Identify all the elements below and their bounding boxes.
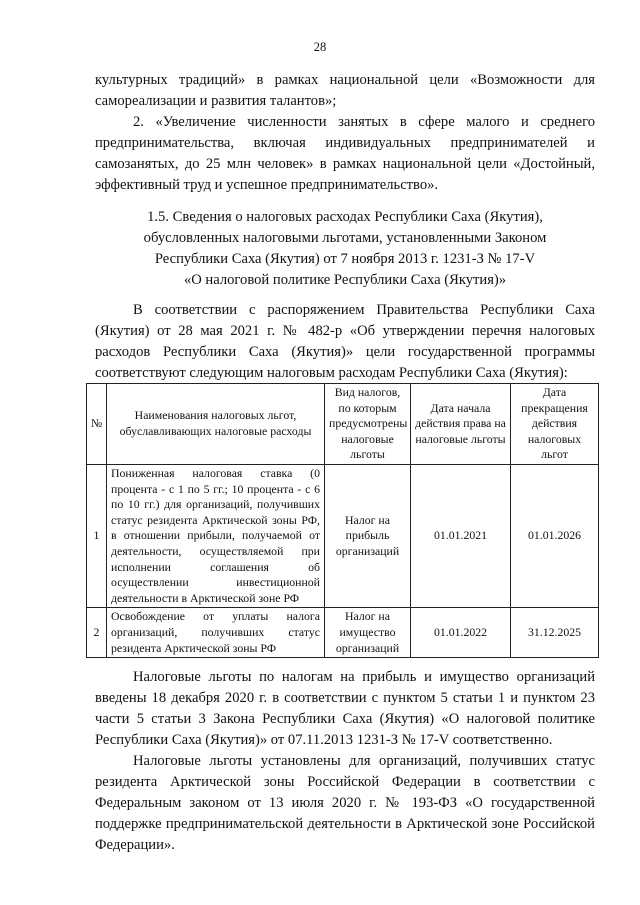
heading-line: 1.5. Сведения о налоговых расходах Республики Саха (Якутия), [147,209,543,225]
tax-expenditure-table [86,383,599,658]
row-tax-type: Налог на имущество организаций [325,608,411,658]
header-tax-type: Вид налогов, по которым предусмотрены налоговые льготы [325,384,411,465]
header-name: Наименования налоговых льгот, обуславливающих налоговые расходы [107,384,325,465]
post-table-paragraph-1: Налоговые льготы по налогам на прибыль и имущество организаций введены 18 декабря 2020 г. в соответствии с пунктом 5 статьи 1 и пунктом 23 части 5 статьи 3 Закона Республики Саха (Якутия) «О налоговой политике Республики Саха (Якутия)» от 07.11.2013 1231-З № 17-V соответственно. [95,669,595,748]
row-num: 2 [87,608,107,658]
row-end-date: 01.01.2026 [511,464,599,607]
row-tax-type: Налог на прибыль организаций [325,464,411,607]
table-row [87,464,599,607]
section-heading [95,207,595,291]
header-start-date: Дата начала действия права на налоговые льготы [411,384,511,465]
header-num: № [87,384,107,465]
post-table-block [95,667,595,856]
row-name: Пониженная налоговая ставка (0 процента - с 1 по 5 гг.; 10 процента - с 6 по 10 гг.) для организаций, получивших статус резидента Арктической зоны РФ, в отношении прибыли, получаемой от деятельности, осуществляемой при исполнении соглашения об осуществлении инвестиционной деятельности в Арктической зоне РФ [107,464,325,607]
heading-line: обусловленных налоговыми льготами, установленными Законом [143,230,547,246]
continuation-paragraph: культурных традиций» в рамках национальной цели «Возможности для самореализации и развития талантов»; [95,72,595,109]
row-name: Освобождение от уплаты налога организаций, получивших статус резидента Арктической зоны РФ [107,608,325,658]
pre-table-block [95,300,595,384]
row-end-date: 31.12.2025 [511,608,599,658]
page-number: 28 [313,40,327,54]
intro-block [95,70,595,196]
item-2-paragraph: 2. «Увеличение численности занятых в сфере малого и среднего предпринимательства, включая индивидуальных предпринимателей и самозанятых, до 25 млн человек» в рамках национальной цели «Достойный, эффективный труд и успешное предпринимательство». [95,114,595,193]
row-start-date: 01.01.2021 [411,464,511,607]
heading-line: Республики Саха (Якутия) от 7 ноября 2013 г. 1231-З № 17-V [154,251,536,267]
post-table-paragraph-2: Налоговые льготы установлены для организаций, получивших статус резидента Арктической зоны Российской Федерации в соответствии с Федеральным законом от 13 июля 2020 г. № 193-ФЗ «О государственной поддержке предпринимательской деятельности в Арктической зоне Российской Федерации». [95,753,595,853]
header-end-date: Дата прекращения действия налоговых льгот [511,384,599,465]
row-start-date: 01.01.2022 [411,608,511,658]
table-row [87,608,599,658]
heading-line: «О налоговой политике Республики Саха (Якутия)» [183,272,507,288]
table-header-row [87,384,599,465]
pre-table-paragraph: В соответствии с распоряжением Правительства Республики Саха (Якутия) от 28 мая 2021 г. № 482-р «Об утверждении перечня налоговых расходов Республики Саха (Якутия)» цели государственной программы соответствуют следующим налоговым расходам Республики Саха (Якутия): [95,302,595,381]
row-num: 1 [87,464,107,607]
